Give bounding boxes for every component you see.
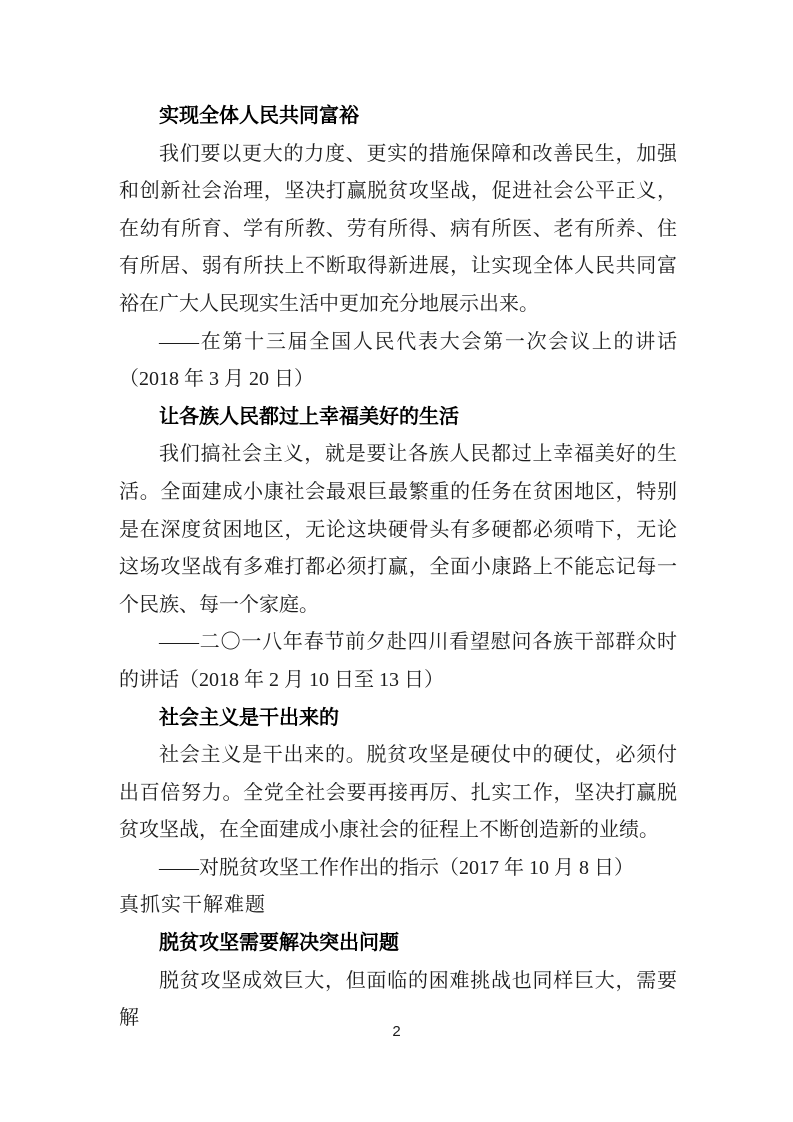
speech-attribution: ——在第十三届全国人民代表大会第一次会议上的讲话（2018 年 3 月 20 日） bbox=[119, 330, 677, 391]
body-paragraph: 社会主义是干出来的。脱贫攻坚是硬仗中的硬仗，必须付出百倍努力。全党全社会要再接再厉、扎实工作，坚决打赢脱贫攻坚战，在全面建成小康社会的征程上不断创造新的业绩。 bbox=[119, 744, 677, 842]
section-heading: 让各族人民都过上幸福美好的生活 bbox=[159, 405, 459, 428]
section-heading: 社会主义是干出来的 bbox=[159, 706, 339, 729]
section-heading: 脱贫攻坚需要解决突出问题 bbox=[159, 932, 399, 955]
page-number: 2 bbox=[392, 1023, 401, 1040]
part-title: 真抓实干解难题 bbox=[119, 894, 266, 917]
speech-attribution: ——二〇一八年春节前夕赴四川看望慰问各族干部群众时的讲话（2018 年 2 月 10 日至 13 日） bbox=[119, 631, 677, 691]
text-block bbox=[119, 98, 677, 1038]
speech-attribution: ——对脱贫攻坚工作作出的指示（2017 年 10 月 8 日） bbox=[159, 856, 634, 879]
body-paragraph: 我们要以更大的力度、更实的措施保障和改善民生，加强和创新社会治理，坚决打赢脱贫攻坚战，促进社会公平正义，在幼有所育、学有所教、劳有所得、病有所医、老有所养、住有所居、弱有所扶上不断取得新进展，让实现全体人民共同富裕在广大人民现实生活中更加充分地展示出来。 bbox=[119, 142, 677, 315]
body-paragraph: 我们搞社会主义，就是要让各族人民都过上幸福美好的生活。全面建成小康社会最艰巨最繁重的任务在贫困地区，特别是在深度贫困地区，无论这块硬骨头有多硬都必须啃下，无论这场攻坚战有多难打都必须打赢，全面小康路上不能忘记每一个民族、每一个家庭。 bbox=[119, 443, 677, 616]
body-paragraph: 脱贫攻坚成效巨大，但面临的困难挑战也同样巨大，需要解 bbox=[119, 969, 677, 1030]
section-heading: 实现全体人民共同富裕 bbox=[159, 105, 359, 127]
